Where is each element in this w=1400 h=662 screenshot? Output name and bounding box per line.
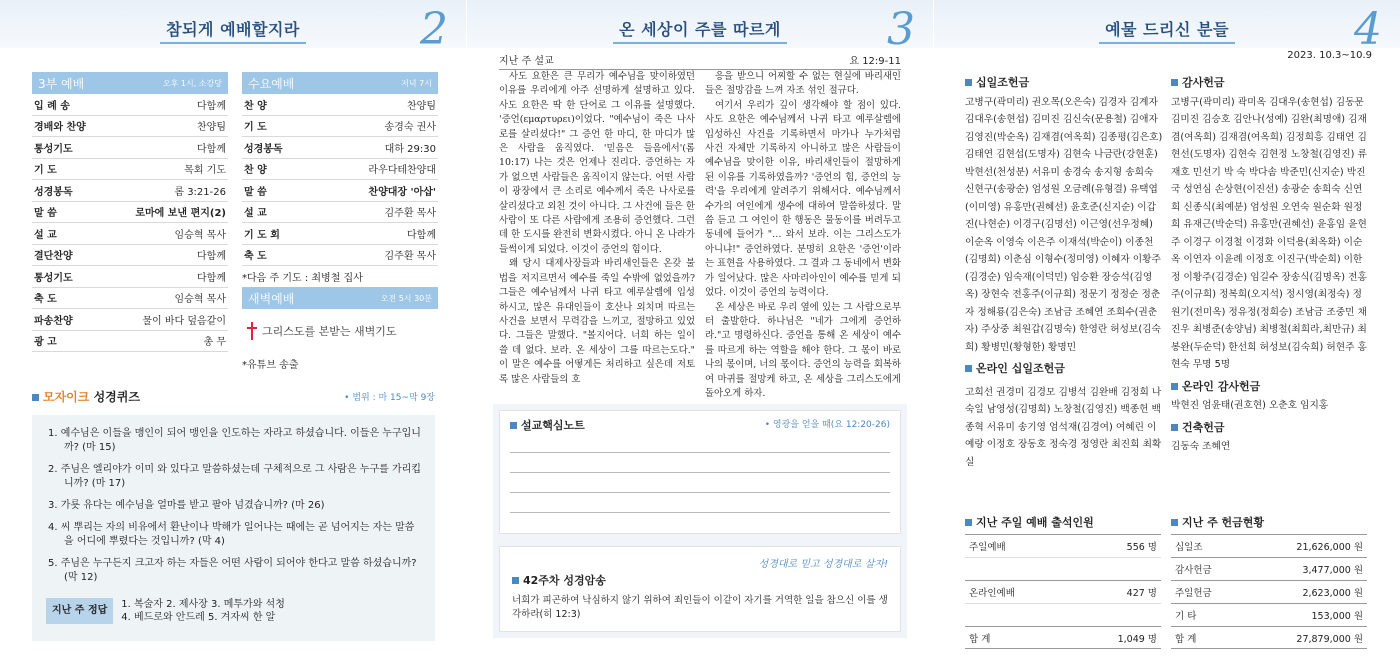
last-week-answers bbox=[46, 598, 421, 624]
attendance-row bbox=[965, 603, 1161, 626]
sermon-paragraph: 사도 요한은 큰 무리가 예수님을 맞이하였던 이유를 우리에게 아주 선명하게 설명하고 있다. 사도 요한은 딱 한 단어로 그 이유를 설명했다. '증언(εμαρτυρει)이었다. "예수님이 죽은 나사로를 살리셨다!" 그 증언 한 마디, 한 마디가 많은 사람을 움직였다. '믿음은 들음에서'(롬 10:17) 나는 것은 언제나 진리다. 증언하는 자가 없으면 사람들은 움직이지 않는다. 어떤 사람이 광장에서 큰 소리로 예수께서 죽은 나사로를 살리셨다고 외친 것이 아니다. 그 사건에 들은 한 사람이 또 다른 사람에게 조용히 증언했다. 그런데 한 도시를 완전히 변화시켰다. 아니 온 나라가 들썩이게 되었다. 이것이 증언의 힘이다. bbox=[499, 71, 695, 255]
quiz-title: 모자이크 성경퀴즈 bbox=[32, 388, 140, 405]
youtube-note: *유튜브 송출 bbox=[242, 360, 299, 371]
row-label: 성경봉독 bbox=[244, 143, 283, 155]
sermon-paragraph: 왜 당시 대제사장들과 바리새인들은 온갖 불법을 저지르면서 예수를 죽일 수밖에 없었을까? 그들은 예수님께서 나귀 타고 예루살렘에 입성하시고, 많은 유대인들이 호산나 외치며 따르는 사건을 보면서 무력감을 느끼고, 절망하고 있었다. 그들은 말했다. "볼지어다. 너희 하는 일이 쓸 데 없다. 보라. 온 세상이 그를 따르는도다." 이 말은 예수를 어떻게든 처리하고 싶은데 저토록 많은 사람들의 호 bbox=[499, 258, 695, 385]
online-thanks-title: 온라인 감사헌금 bbox=[1171, 378, 1371, 396]
square-icon bbox=[1171, 519, 1178, 526]
building-names: 김동숙 조혜연 bbox=[1171, 441, 1231, 452]
wednesday-table bbox=[242, 72, 438, 371]
sermon-text bbox=[499, 70, 901, 401]
row-value: 찬양팀 bbox=[407, 100, 436, 112]
attendance-row bbox=[965, 626, 1161, 649]
row-label: 광 고 bbox=[34, 337, 57, 349]
service-row bbox=[32, 137, 228, 159]
row-value: 총 무 bbox=[203, 337, 226, 349]
note-line[interactable] bbox=[510, 473, 890, 493]
service-3-header bbox=[32, 72, 228, 94]
row-label: 설 교 bbox=[244, 208, 267, 220]
attendance-row bbox=[965, 534, 1161, 557]
row-value: 목회 기도 bbox=[184, 165, 226, 177]
service-row bbox=[242, 159, 438, 181]
dawn-prayer-banner bbox=[242, 309, 438, 353]
finance-title: 지난 주 헌금현황 bbox=[1171, 514, 1367, 530]
row-label: 통성기도 bbox=[34, 143, 73, 155]
row-label: 주일예배 bbox=[969, 542, 1006, 553]
attendance-row bbox=[965, 580, 1161, 603]
row-value: 찬양팀 bbox=[197, 122, 226, 134]
row-value: 다함께 bbox=[197, 272, 226, 284]
sermon-column-1 bbox=[499, 70, 695, 401]
note-line[interactable] bbox=[510, 453, 890, 473]
page-number: 3 bbox=[887, 4, 915, 55]
wednesday-header bbox=[242, 72, 438, 94]
wednesday-time: 저녁 7시 bbox=[401, 78, 432, 88]
page-title: 참되게 예배할지라 bbox=[160, 20, 306, 44]
row-value: 로마에 보낸 편지(2) bbox=[135, 208, 226, 220]
sermon-paragraph: 응을 받으니 어찌할 수 없는 현실에 바리새인들은 절망감을 느껴 자조 섞인 절규다. bbox=[705, 71, 901, 97]
sermon-column-2 bbox=[705, 70, 901, 401]
square-icon bbox=[1171, 79, 1178, 86]
answer-line: 1. 복술자 2. 제사장 3. 메투가와 석청 bbox=[121, 599, 285, 610]
memo-slogan: 성경대로 믿고 성경대로 살자! bbox=[758, 559, 888, 570]
thanks-title: 감사헌금 bbox=[1171, 74, 1371, 92]
row-label: 온라인예배 bbox=[969, 588, 1015, 599]
attendance-table bbox=[965, 514, 1161, 649]
notes-ref: • 영광을 얻을 때(요 12:20-26) bbox=[764, 420, 890, 430]
row-label: 합 계 bbox=[969, 633, 991, 645]
page-3 bbox=[467, 0, 933, 662]
service-3-table bbox=[32, 72, 228, 352]
quiz-range: • 범위 : 마 15~막 9장 bbox=[344, 393, 435, 403]
row-label: 감사헌금 bbox=[1175, 565, 1212, 576]
page-header bbox=[467, 0, 933, 55]
row-value: 427 명 bbox=[1126, 588, 1157, 599]
row-value: 다함께 bbox=[197, 100, 226, 112]
row-label: 설 교 bbox=[34, 229, 57, 241]
row-value: 라우다테찬양대 bbox=[368, 165, 436, 177]
wednesday-title: 수요예배 bbox=[248, 76, 295, 91]
service-row bbox=[32, 180, 228, 202]
row-value: 김주환 목사 bbox=[384, 251, 436, 263]
row-value: 21,626,000 원 bbox=[1296, 542, 1363, 553]
thanks-names: 고병구(곽미리) 곽미옥 김대우(송현섭) 김동문 김미진 김승호 김안나(성예) 김완(최명애) 김재겸(여옥희) 김재겸(여옥희) 김정희흥 김태연 김현선(도명자) 김현숙 김현정 노창철(김영진) 류재호 민선기 박 숙 박다솜 박준민(신지순) 박진국 성연심 손상현(이진선) 송광순 송희숙 신연희 신종식(최예분) 엄성원 오연숙 원순화 원정희 유재근(박순덕) 유홍만(권혜선) 윤홍임 윤현주 이경구 이경철 이경화 이덕용(최옥화) 이순옥 이연자 이윤례 이정호 이진구(박순희) 이한정 이황주(김경순) 임길수 장송식(김명옥) 전홍주(이규희) 정복희(오지석) 정시영(최정숙) 정원기(전미옥) 정유정(정희승) 조남금 조중민 채진우 최병준(송양님) 최병철(최희라,최만규) 최봉완(두순덕) 한선희 허성보(김숙희) 허현주 홍현숙 무명 5명 bbox=[1171, 96, 1367, 370]
quiz-question: 5. 주님은 누구든지 크고자 하는 자들은 어떤 사람이 되어야 한다고 말씀 하셨습니까? (막 12) bbox=[48, 558, 417, 583]
online-tithe-names: 고희선 권경미 김경모 김병석 김완배 김정희 나숙일 남영성(김명희) 노창철(김영진) 백종헌 백종혁 서유미 송기영 엄석재(김경여) 여혜린 이예랑 이정호 장동호 정숙경 정영란 최진희 최확실 bbox=[965, 386, 1162, 468]
service-row bbox=[242, 223, 438, 245]
online-tithe-title: 온라인 십일조헌금 bbox=[965, 360, 1165, 378]
row-label: 성경봉독 bbox=[34, 186, 73, 198]
row-value: 김주환 목사 bbox=[384, 208, 436, 220]
sermon-paragraph: 여기서 우리가 깊이 생각해야 할 점이 있다. 사도 요한은 예수님께서 나귀 타고 예루살렘에 입성하신 사건을 기록하면서 마가나 누가처럼 사건 자체만 기록하지 아니하고 많은 사람들이 예수님을 맞이한 이유, 바리새인들이 절망하게 된 이유를 기록하였을까? '증언의 힘, 증언의 능력'을 우리에게 알려주기 위해서다. 예수님께서 수가의 여인에게 생수에 대하여 말씀하셨다. 말씀 듣고 그 여인이 한 행동은 물동이를 버려두고 동네에 들어가 "… 와서 보라. 이는 그리스도가 아니냐!" 증언하였다. 분명히 요한은 '증언'이라는 표현을 사용하였다. 그 결과 그 동네에서 변화가 일어났다. 많은 사마리아인이 예수를 믿게 되었다. 이것이 증언의 능력이다. bbox=[705, 99, 901, 299]
row-label: 결단찬양 bbox=[34, 251, 73, 263]
dawn-time: 오전 5시 30분 bbox=[380, 293, 432, 303]
row-label: 말 씀 bbox=[34, 208, 57, 220]
tithe-title: 십일조헌금 bbox=[965, 74, 1165, 92]
service-3-time: 오후 1시, 소강당 bbox=[162, 78, 222, 88]
quiz-question: 2. 주님은 엘리야가 이미 와 있다고 말씀하셨는데 구체적으로 그 사람은 누구를 가리킵니까? (마 17) bbox=[48, 464, 421, 489]
page-title: 예물 드리신 분들 bbox=[1099, 20, 1235, 44]
row-value: 롬 3:21-26 bbox=[174, 186, 226, 198]
row-label: 주일헌금 bbox=[1175, 588, 1212, 599]
row-value: 찬양대장 '아삽' bbox=[368, 186, 436, 198]
answer-line: 4. 베드로와 안드레 5. 겨자씨 한 알 bbox=[121, 612, 276, 623]
row-value: 1,049 명 bbox=[1117, 633, 1157, 645]
row-label: 경배와 찬양 bbox=[34, 122, 86, 134]
quiz-question: 4. 씨 뿌리는 자의 비유에서 환난이나 박해가 일어나는 때에는 곧 넘어지는 자는 말씀을 어디에 뿌렸다는 것입니까? (막 4) bbox=[48, 522, 415, 547]
notes-title: 설교핵심노트 bbox=[510, 417, 585, 433]
answer-label: 지난 주 정답 bbox=[46, 598, 113, 624]
dawn-title: 새벽예배 bbox=[248, 291, 295, 306]
offering-date: 2023. 10.3~10.9 bbox=[1287, 50, 1372, 61]
square-icon bbox=[1171, 383, 1178, 390]
row-label: 축 도 bbox=[244, 251, 267, 263]
quiz-body bbox=[32, 415, 435, 641]
memorization bbox=[499, 546, 901, 632]
online-thanks-names: 박현진 엄윤태(권호현) 오춘호 임지홍 bbox=[1171, 400, 1329, 411]
dawn-banner-text: 그리스도를 본받는 새벽기도 bbox=[262, 325, 397, 338]
building-title: 건축헌금 bbox=[1171, 419, 1371, 437]
service-row bbox=[32, 223, 228, 245]
row-value: 송경숙 권사 bbox=[384, 122, 436, 134]
row-label: 입 례 송 bbox=[34, 100, 70, 112]
square-icon bbox=[510, 422, 517, 429]
finance-row bbox=[1171, 557, 1367, 580]
service-row bbox=[242, 116, 438, 138]
row-value: 556 명 bbox=[1126, 542, 1157, 553]
service-row bbox=[242, 137, 438, 159]
row-value: 153,000 원 bbox=[1311, 611, 1363, 622]
finance-row bbox=[1171, 580, 1367, 603]
sermon-notes bbox=[499, 410, 901, 534]
page-header bbox=[0, 0, 466, 55]
row-label: 파송찬양 bbox=[34, 315, 73, 327]
service-row bbox=[32, 331, 228, 353]
page-number: 4 bbox=[1354, 4, 1382, 55]
square-icon bbox=[512, 577, 519, 584]
memo-verse: 너희가 피곤하여 낙심하지 않기 위하여 죄인들이 이같이 자기를 거역한 일을 참으신 이를 생각하라(히 12:3) bbox=[512, 595, 888, 620]
offering-column-right bbox=[1171, 70, 1371, 456]
finance-row bbox=[1171, 534, 1367, 557]
attendance-row bbox=[965, 557, 1161, 580]
row-value: 2,623,000 원 bbox=[1302, 588, 1363, 599]
service-3-title: 3부 예배 bbox=[38, 76, 85, 91]
row-value: 3,477,000 원 bbox=[1302, 565, 1363, 576]
square-icon bbox=[32, 394, 39, 401]
finance-row bbox=[1171, 603, 1367, 626]
row-value: 다함께 bbox=[407, 229, 436, 241]
row-label: 축 도 bbox=[34, 294, 57, 306]
sermon-ref: 요 12:9-11 bbox=[849, 56, 901, 67]
row-value: 임승혁 목사 bbox=[174, 294, 226, 306]
service-row bbox=[32, 266, 228, 288]
service-row bbox=[32, 94, 228, 116]
row-label: 찬 양 bbox=[244, 165, 267, 177]
page-title: 온 세상이 주를 따르게 bbox=[613, 20, 787, 44]
sermon-paragraph: 온 세상은 바로 우리 옆에 있는 그 사람으로부터 출발한다. 하나님은 "네가 그에게 증언하라."고 명령하신다. 증언을 통해 온 세상이 예수를 따르게 하는 역할을 해야 한다. 그 몫이 바로 나의 몫이며, 너의 몫이다. 증언의 능력을 회복하여 마귀를 절망케 하고, 온 세상을 그리스도에게 돌아오게 하자. bbox=[705, 301, 901, 399]
page-2 bbox=[0, 0, 466, 662]
row-label: 찬 양 bbox=[244, 100, 267, 112]
note-line[interactable] bbox=[510, 493, 890, 513]
service-row bbox=[32, 116, 228, 138]
row-label: 통성기도 bbox=[34, 272, 73, 284]
page-number: 2 bbox=[420, 4, 448, 55]
quiz-question: 3. 가룟 유다는 예수님을 얼마를 받고 팔아 넘겼습니까? (마 26) bbox=[48, 500, 325, 511]
square-icon bbox=[965, 79, 972, 86]
memo-title: 42주차 성경암송 bbox=[512, 572, 888, 588]
attendance-title: 지난 주일 예배 출석인원 bbox=[965, 514, 1161, 530]
note-line[interactable] bbox=[510, 433, 890, 453]
service-row bbox=[32, 245, 228, 267]
finance-table bbox=[1171, 514, 1367, 649]
offering-column-left bbox=[965, 70, 1165, 471]
row-label: 십일조 bbox=[1175, 542, 1203, 553]
row-label: 기 타 bbox=[1175, 611, 1197, 622]
row-value: 27,879,000 원 bbox=[1296, 633, 1363, 645]
service-row bbox=[242, 94, 438, 116]
cross-icon bbox=[246, 322, 258, 340]
dawn-header bbox=[242, 287, 438, 309]
service-row bbox=[32, 159, 228, 181]
finance-row bbox=[1171, 626, 1367, 649]
row-label: 합 계 bbox=[1175, 633, 1197, 645]
quiz-question: 1. 예수님은 이들을 맹인이 되어 맹인을 인도하는 자라고 하셨습니다. 이들은 누구입니까? (마 15) bbox=[48, 428, 421, 453]
row-value: 대하 29:30 bbox=[384, 143, 436, 155]
row-label: 기 도 bbox=[34, 165, 57, 177]
page-4 bbox=[934, 0, 1400, 662]
row-value: 다함께 bbox=[197, 251, 226, 263]
row-value: 임승혁 목사 bbox=[174, 229, 226, 241]
service-row bbox=[242, 202, 438, 224]
sermon-header bbox=[499, 52, 901, 70]
prayer-note: *다음 주 기도 : 최병철 집사 bbox=[242, 273, 363, 284]
service-row bbox=[32, 288, 228, 310]
page-header bbox=[934, 0, 1400, 55]
sermon-label: 지난 주 설교 bbox=[499, 56, 554, 67]
service-row bbox=[242, 245, 438, 267]
row-label: 기 도 회 bbox=[244, 229, 280, 241]
service-row bbox=[32, 202, 228, 224]
service-row bbox=[242, 180, 438, 202]
square-icon bbox=[965, 365, 972, 372]
tithe-names: 고병구(곽미리) 권오목(오은숙) 김경자 김계자 김대우(송현섭) 김미진 김신숙(문용철) 김애자 김영진(박순옥) 김재겸(여옥희) 김종평(김은호) 김태연 김현섭(도명자) 김현숙 나금란(강현훈) 박현선(천성분) 서유미 송경숙 송지형 송희숙 신현구(송광순) 엄성원 오금례(유형결) 유택엽(이미영) 유홍만(권혜선) 윤호준(신지순) 이갑진(나현순) 이경구(김명선) 이근영(선우정혜) 이순옥 이영숙 이은주 이재석(박순이) 이종천(김명희) 이춘심 이형수(정미영) 이혜자 이황주(김경순) 임숙재(이덕민) 임승환 장승석(김영옥) 장현숙 전홍주(이규희) 정문기 정정순 정춘자 정해룡(김은숙) 조남금 조혜연 조희수(권춘자) 주상중 최원갑(김명숙) 한영란 허성보(김숙희) 황병민(황형한) 황명민 bbox=[965, 96, 1163, 353]
service-row bbox=[32, 309, 228, 331]
row-value: 다함께 bbox=[197, 143, 226, 155]
square-icon bbox=[1171, 424, 1178, 431]
row-value: 물이 바다 덮음같이 bbox=[142, 315, 226, 327]
row-label: 말 씀 bbox=[244, 186, 267, 198]
square-icon bbox=[965, 519, 972, 526]
row-label: 기 도 bbox=[244, 122, 267, 134]
bible-quiz bbox=[32, 388, 435, 636]
